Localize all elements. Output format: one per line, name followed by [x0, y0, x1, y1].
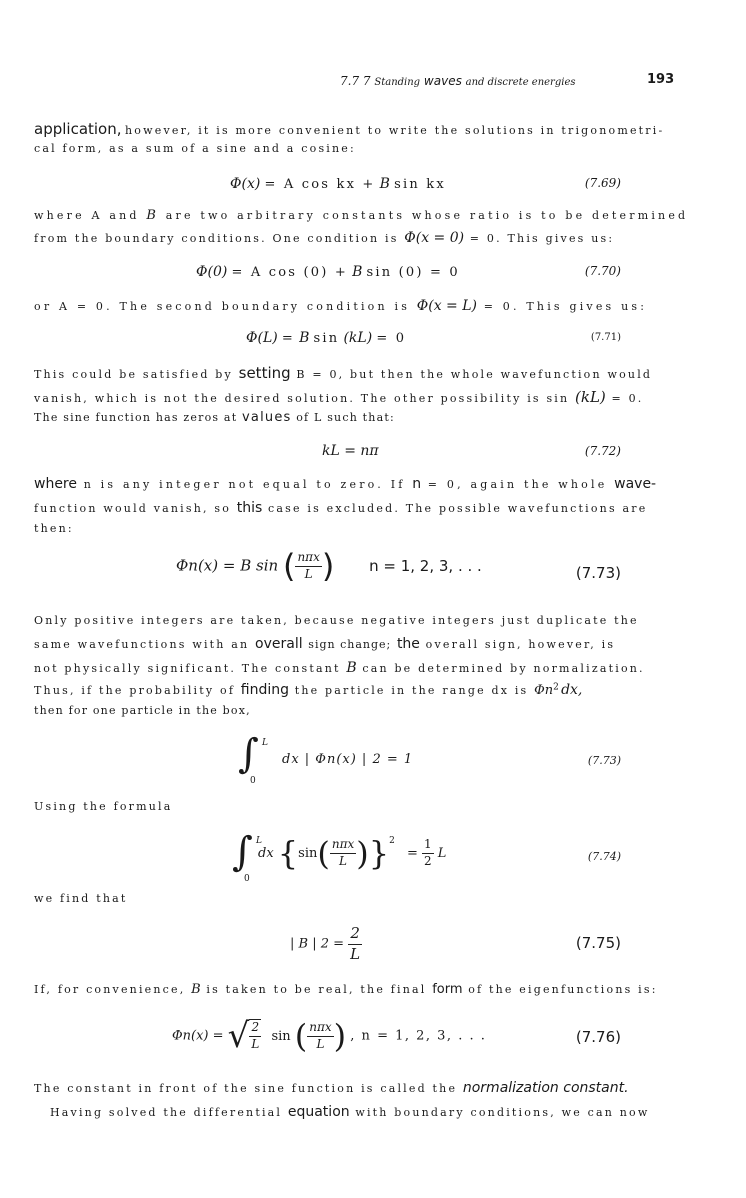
equation-7-74 — [258, 834, 447, 873]
text-run: = 0. This gives us: — [483, 300, 648, 313]
fraction — [348, 924, 362, 964]
equation-7-70 — [196, 264, 460, 280]
var-b: B — [191, 982, 201, 997]
integral-body: dx | Φn(x) | 2 = 1 — [282, 752, 414, 767]
frac-den: 2 — [424, 854, 432, 868]
eq-rhs: = A cos kx + — [264, 177, 376, 192]
prob-density: Φn — [534, 683, 554, 698]
var-b: B — [146, 208, 160, 223]
half — [422, 837, 434, 869]
left-paren: ( — [294, 1017, 308, 1055]
superscript: 2 — [553, 682, 562, 693]
frac-num: nπx — [309, 1019, 332, 1034]
text-run: The sine function has zeros at — [34, 411, 238, 424]
equals: = — [406, 846, 418, 861]
eq-lhs: Φ(0) — [196, 264, 228, 280]
frac-den: L — [350, 944, 361, 963]
fraction — [330, 837, 356, 869]
running-header — [340, 74, 576, 88]
text-line — [34, 208, 688, 223]
text-run: The constant in front of the sine function is called the — [34, 1082, 458, 1095]
text-run: of the eigenfunctions is: — [468, 983, 658, 996]
eq-rhs: = nπ — [344, 443, 379, 459]
equation-number: (7.76) — [575, 1028, 621, 1046]
text-run: the particle in the range dx is — [294, 684, 529, 697]
text-run: however, it is more convenient to write the solutions in trigonometri- — [125, 124, 665, 137]
fraction — [307, 1020, 333, 1052]
text-run: case is excluded. The possible wavefunctions are — [268, 502, 648, 515]
text-run: not physically significant. The constant — [34, 662, 341, 675]
text-run: This could be satisfied by — [34, 368, 233, 381]
word-the: the — [396, 636, 420, 652]
text-run: B = 0, but then the whole wavefunction would — [296, 368, 653, 381]
right-brace: } — [368, 834, 390, 873]
text-run: where A and — [34, 209, 140, 222]
equation-number: (7.70) — [584, 264, 621, 278]
text-run: = 0, again the whole — [427, 478, 608, 491]
text-run: same wavefunctions with an — [34, 638, 250, 651]
text-line: cal form, as a sum of a sine and a cosine: — [34, 142, 356, 155]
integral-sign: ∫ — [238, 731, 259, 777]
fraction — [295, 550, 321, 582]
text-run: vanish, which is not the desired solution. The other possibility is sin — [34, 392, 570, 405]
text-run: or A = 0. The second boundary condition is — [34, 300, 411, 313]
equation-7-75 — [290, 924, 362, 964]
word-wave: wave- — [614, 476, 657, 492]
eq-condition: n = 1, 2, 3, . . . — [369, 556, 482, 575]
superscript: 2 — [389, 836, 395, 846]
text-run: overall sign, however, is — [425, 638, 616, 651]
header-title-b: waves — [423, 74, 462, 88]
equation-7-72 — [322, 443, 379, 459]
equation-number: (7.69) — [584, 176, 621, 190]
text-line — [34, 364, 652, 382]
eq-rhs: = — [281, 331, 295, 346]
frac-num: nπx — [331, 837, 355, 852]
word-form: form — [432, 982, 463, 997]
text-line — [34, 230, 614, 246]
eq-lhs: Φ(L) — [246, 330, 278, 346]
page-number: 193 — [647, 72, 675, 87]
upper-limit: L — [256, 836, 262, 846]
frac-num: 1 — [424, 837, 432, 852]
left-paren: ( — [282, 547, 296, 586]
text-run: Thus, if the probability of — [34, 684, 236, 697]
text-run: = 0. — [611, 392, 644, 405]
word-overall: overall — [255, 636, 303, 652]
eq-var: B — [379, 176, 390, 192]
word-where: where — [34, 476, 77, 492]
eq-lhs: Φ(x) — [230, 176, 261, 192]
right-paren: ) — [333, 1017, 347, 1055]
eq-var: L — [437, 846, 447, 861]
text-line — [34, 636, 615, 652]
text-line — [34, 982, 658, 997]
equation-number: (7.74) — [587, 850, 621, 863]
frac-num: nπx — [297, 550, 320, 564]
word-values: values — [242, 410, 292, 425]
lower-limit: 0 — [250, 776, 256, 786]
eq-rhs: = A cos (0) + — [231, 265, 348, 280]
word-equation: equation — [287, 1104, 350, 1120]
eq-condition: , n = 1, 2, 3, . . . — [350, 1028, 487, 1044]
boundary-condition: Φ(x = L) — [416, 298, 477, 314]
equation-number: (7.73) — [575, 564, 621, 582]
text-run: sign change; — [308, 638, 392, 651]
text-run: = 0. This gives us: — [469, 232, 615, 245]
text-run: Having solved the differential — [50, 1106, 283, 1119]
sin: sin — [298, 846, 318, 861]
eq-rhs: sin kx — [394, 177, 446, 192]
word-setting: setting — [238, 364, 291, 382]
eq-var: B — [299, 330, 310, 346]
var-n: n — [412, 476, 422, 492]
eq-lhs: Φn(x) = B sin — [176, 556, 279, 575]
lower-limit: 0 — [244, 874, 250, 884]
upper-limit: L — [262, 738, 268, 748]
eq-lhs: kL — [322, 443, 340, 459]
eq-rhs: = 0 — [376, 331, 407, 346]
text-run: from the boundary conditions. One condition is — [34, 232, 399, 245]
section-number: 7.7 7 — [340, 74, 371, 88]
left-paren: ( — [317, 834, 330, 873]
frac-den: L — [251, 1037, 260, 1051]
word-application: application, — [34, 120, 122, 138]
text-line: then for one particle in the box, — [34, 704, 251, 717]
equation-number: (7.73) — [587, 754, 621, 767]
text-line — [34, 682, 582, 698]
eq-rhs: sin (0) = 0 — [366, 265, 460, 280]
text-line — [34, 500, 647, 516]
equation-7-69 — [230, 176, 446, 192]
text-line: we find that — [34, 892, 128, 905]
eq-var: (kL) — [343, 330, 373, 346]
eq-lhs: Φn(x) = — [172, 1028, 224, 1044]
equation-7-73 — [176, 547, 482, 586]
word-finding: finding — [240, 682, 290, 698]
text-line — [34, 1080, 629, 1096]
text-line: then: — [34, 522, 74, 535]
text-run: can be determined by normalization. — [362, 662, 645, 675]
equation-number: (7.75) — [575, 934, 621, 952]
text-line — [34, 660, 645, 676]
equation-number: (7.72) — [584, 444, 621, 458]
text-line: Only positive integers are taken, because negative integers just duplicate the — [34, 614, 639, 627]
right-paren: ) — [321, 547, 335, 586]
frac-num: 2 — [251, 1020, 260, 1035]
dx: dx, — [561, 682, 583, 698]
word-this: this — [236, 500, 263, 516]
frac-den: L — [307, 1036, 333, 1053]
text-line — [34, 476, 656, 492]
header-title-a: Standing — [374, 77, 421, 88]
eq-var: (kL) — [575, 388, 606, 406]
dx: dx — [258, 846, 274, 861]
equation-7-71 — [246, 330, 406, 346]
eq-lhs: | B | 2 = — [290, 936, 345, 952]
text-run: with boundary conditions, we can now — [355, 1106, 650, 1119]
text-run: If, for convenience, — [34, 983, 186, 996]
boundary-condition: Φ(x = 0) — [404, 230, 465, 246]
frac-num: 2 — [350, 924, 360, 942]
sqrt-sign: √ — [227, 1016, 250, 1056]
text-run: of L such that: — [296, 411, 395, 424]
frac-den: L — [295, 566, 321, 583]
sqrt-fraction — [249, 1019, 261, 1052]
sin: sin — [271, 1028, 291, 1044]
frac-den: L — [330, 853, 356, 870]
text-run: function would vanish, so — [34, 502, 232, 515]
equation-number: (7.71) — [590, 332, 621, 343]
term-normalization-constant: normalization constant. — [462, 1080, 629, 1096]
eq-var: B — [352, 264, 363, 280]
equation-7-76 — [172, 1016, 486, 1056]
var-b: B — [346, 660, 357, 676]
text-line — [34, 388, 644, 406]
header-title-c: and discrete energies — [465, 77, 576, 88]
integral-sign: ∫ — [232, 829, 253, 875]
left-brace: { — [277, 834, 299, 873]
text-line — [34, 410, 395, 425]
text-line — [34, 298, 647, 314]
text-run: n is any integer not equal to zero. If — [83, 478, 406, 491]
text-run: is taken to be real, the final — [206, 983, 427, 996]
text-line: Using the formula — [34, 800, 173, 813]
text-line — [50, 1104, 649, 1120]
text-line — [34, 120, 664, 138]
eq-rhs: sin — [313, 331, 340, 346]
right-paren: ) — [356, 834, 369, 873]
text-run: are two arbitrary constants whose ratio is to be determined — [165, 209, 689, 222]
